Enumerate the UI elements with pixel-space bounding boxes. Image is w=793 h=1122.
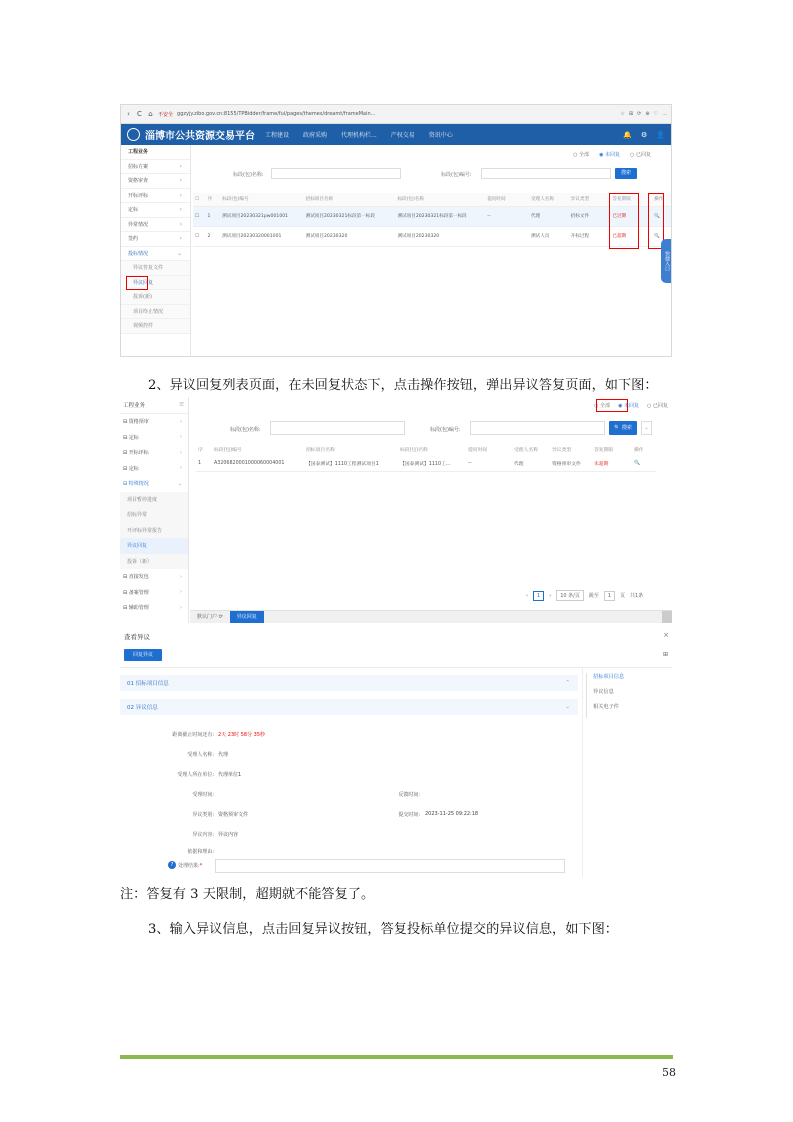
tab-objection-reply[interactable]: 异议回复 bbox=[230, 611, 264, 623]
sidebar-subitem[interactable]: 投诉(新) bbox=[121, 290, 190, 305]
search-button[interactable]: 搜索 bbox=[615, 168, 637, 179]
sidebar-item-open[interactable]: ⊟ 特殊情况 ⌄ bbox=[123, 480, 182, 488]
favorite-icon[interactable]: ☆ bbox=[620, 111, 625, 117]
table-header: 序 bbox=[206, 193, 221, 206]
sidebar-subitem[interactable]: 项目暂停进度 bbox=[120, 492, 188, 508]
table-cell: 代理 bbox=[512, 456, 550, 471]
screenshot-objection-list bbox=[120, 397, 672, 623]
page-tabs bbox=[190, 610, 672, 623]
sidebar-item[interactable]: 签约 › bbox=[121, 232, 190, 247]
screenshot-bid-system-list bbox=[120, 104, 672, 357]
field-value: 异议内容 bbox=[218, 832, 239, 838]
field-label: 反馈时间: bbox=[398, 792, 420, 798]
settings-icon[interactable]: ⚙ bbox=[641, 130, 648, 139]
sidebar-item[interactable]: ⊟ 定标 › bbox=[123, 434, 182, 441]
address-bar[interactable]: ggzyjy.zibo.gov.cn:8155/TPBidder/frame/fui/pages/themes/dreamt/frameMain... bbox=[177, 111, 376, 117]
menu-procurement[interactable]: 政府采购 bbox=[303, 132, 328, 139]
footer-rule bbox=[120, 1055, 673, 1059]
sidebar-item-open[interactable]: 投标情况 ⌄ bbox=[121, 247, 190, 262]
site-title: 淄博市公共资源交易平台 bbox=[145, 131, 255, 142]
menu-engineering[interactable]: 工程建设 bbox=[265, 132, 290, 139]
table-cell: 1 bbox=[196, 456, 212, 471]
filter-label-code: 标段(包)编号: bbox=[430, 427, 461, 433]
table-cell: 1 bbox=[206, 206, 221, 226]
menu-agency[interactable]: 代理机构栏... bbox=[341, 132, 377, 139]
radio-replied[interactable]: ○ 已回复 bbox=[630, 152, 651, 158]
expand-filter-icon[interactable]: ⌄ bbox=[641, 421, 652, 435]
sidebar bbox=[121, 145, 191, 356]
insecure-label: 不安全 bbox=[158, 111, 174, 118]
row-checkbox[interactable]: ☐ bbox=[193, 206, 206, 226]
table-cell: -- bbox=[466, 456, 512, 471]
page-number-button[interactable]: 1 bbox=[533, 591, 544, 601]
highlight-box-unreplied bbox=[596, 399, 628, 412]
instruction-step-3: 3、输入异议信息，点击回复异议按钮，答复投标单位提交的异议信息，如下图： bbox=[148, 922, 618, 937]
status-badge: 已超期 bbox=[610, 226, 652, 246]
more-icon[interactable]: … bbox=[662, 111, 667, 117]
submit-time-value: 2023-11-25 09:22:18 bbox=[425, 811, 479, 817]
table-header: 答复期限 bbox=[594, 448, 614, 453]
objection-table bbox=[196, 443, 656, 472]
table-cell: 测试项目20230320 bbox=[304, 226, 396, 246]
goto-label: 跳至 bbox=[588, 593, 599, 599]
field-label: 异议内容: bbox=[192, 832, 214, 838]
anchor-related-files[interactable]: 相关电子件 bbox=[593, 704, 619, 710]
tab-scroll-handle[interactable] bbox=[662, 611, 672, 623]
total-count: 共1条 bbox=[630, 593, 644, 599]
field-label: 异议类别: bbox=[192, 812, 214, 818]
prev-page-button[interactable]: ‹ bbox=[526, 592, 528, 599]
home-icon[interactable]: ⌂ bbox=[148, 110, 153, 118]
table-header: 序 bbox=[198, 448, 203, 453]
sidebar-item[interactable]: ⊟ 定标 › bbox=[123, 465, 182, 472]
sidebar-item[interactable]: ⊟ 开标评标 › bbox=[123, 449, 182, 457]
table-header: 操作 bbox=[652, 193, 671, 206]
table-cell: 资格预审文件 bbox=[550, 456, 592, 471]
sidebar-subitem[interactable]: 异议答复文件 bbox=[121, 261, 190, 276]
sidebar-item[interactable]: ⊟ 备案管理 › bbox=[123, 589, 182, 596]
heart-icon[interactable]: ♡ bbox=[653, 111, 658, 117]
table-cell: 2 bbox=[206, 226, 221, 246]
table-header: 操作 bbox=[634, 448, 644, 453]
sidebar-title: 工程业务 bbox=[121, 145, 190, 160]
pagination bbox=[526, 590, 643, 601]
section-project-info[interactable]: 01 招标项目信息 ⌃ bbox=[120, 675, 578, 691]
field-label: 依据和理由: bbox=[187, 849, 214, 855]
table-cell: A3206820001000060004001 bbox=[212, 456, 304, 471]
filter-label-code: 标段(包)编号: bbox=[441, 172, 472, 178]
table-header: 招标项目名称 bbox=[304, 193, 396, 206]
next-page-button[interactable]: › bbox=[549, 592, 552, 599]
sidebar-subitem[interactable]: 招标异常 bbox=[120, 507, 188, 523]
table-row[interactable] bbox=[193, 206, 671, 226]
section-anchor-nav bbox=[586, 673, 624, 718]
sidebar-item[interactable]: 招标方案 › bbox=[121, 160, 190, 175]
sidebar-subitem-objection-reply[interactable]: 异议回复 bbox=[121, 276, 190, 291]
collapse-icon[interactable]: ☰ bbox=[179, 402, 184, 408]
view-action-icon[interactable]: 🔍 bbox=[652, 226, 671, 246]
sidebar-item[interactable]: 异常情况 › bbox=[121, 218, 190, 233]
filter-label-name: 标段(包)名称: bbox=[230, 427, 261, 433]
sidebar-subitem[interactable]: 开评标异常报告 bbox=[120, 523, 188, 539]
screenshot-objection-detail-dialog bbox=[120, 627, 672, 877]
table-header-row bbox=[193, 193, 671, 206]
deadline-countdown: 2天 23时 58分 35秒 bbox=[218, 732, 266, 738]
sync-icon[interactable]: ⟳ bbox=[637, 111, 642, 117]
refresh-icon[interactable]: C bbox=[137, 110, 142, 118]
collections-icon[interactable]: ⊞ bbox=[628, 111, 634, 117]
filter-input-code[interactable] bbox=[470, 421, 605, 435]
filter-input-code[interactable] bbox=[481, 168, 611, 179]
reply-objection-button[interactable]: 回复异议 bbox=[124, 649, 162, 661]
table-cell: 测试项目20230320 bbox=[395, 226, 485, 246]
table-cell: 测试项目20230320001001 bbox=[220, 226, 303, 246]
app-header bbox=[121, 124, 671, 145]
status-radio-group bbox=[573, 151, 651, 158]
sidebar-subitem[interactable]: 投诉（新） bbox=[120, 554, 188, 570]
divider bbox=[582, 667, 583, 877]
anchor-objection-info[interactable]: 异议信息 bbox=[593, 689, 614, 695]
sidebar-item[interactable]: 定标 › bbox=[121, 203, 190, 218]
field-label: 受理时间: bbox=[192, 792, 214, 798]
divider bbox=[120, 667, 672, 668]
field-value: 资格预审文件 bbox=[218, 812, 249, 818]
objection-table bbox=[193, 193, 671, 247]
reply-result-label: 处理结果:* bbox=[178, 863, 203, 869]
table-header: 招标项目名称 bbox=[306, 448, 335, 453]
table-cell: 【国泰测试】1110工程测试项目1 bbox=[304, 456, 398, 471]
table-cell: 测试项目20230321标段第一标段 bbox=[395, 206, 485, 226]
radio-all[interactable]: ○ 全部 bbox=[573, 152, 590, 158]
status-badge: 未超期 bbox=[592, 456, 632, 471]
filter-label-name: 标段(包)名称: bbox=[233, 172, 264, 178]
radio-unreplied[interactable]: ◉ 未回复 bbox=[618, 403, 640, 409]
filter-input-name[interactable] bbox=[271, 168, 401, 179]
goto-unit: 页 bbox=[620, 593, 626, 599]
sidebar-subitem[interactable]: 项目终止情况 bbox=[121, 305, 190, 320]
table-header: 标段(包)名称 bbox=[395, 193, 485, 206]
sidebar-item[interactable]: 开标评标 › bbox=[121, 189, 190, 204]
field-label: 距离截止时间还有: bbox=[172, 732, 214, 738]
table-header: 提问时间 bbox=[485, 193, 529, 206]
sidebar-subitem-objection-reply[interactable]: 异议回复 bbox=[120, 538, 188, 554]
instruction-step-2: 2、异议回复列表页面，在未回复状态下，点击操作按钮，弹出异议答复页面，如下图： bbox=[148, 378, 658, 393]
tree-view-icon[interactable]: ⊞ bbox=[662, 651, 668, 658]
table-header: 标段(包)编号 bbox=[214, 448, 242, 453]
field-label: 提交时间: bbox=[398, 812, 420, 818]
reply-result-input[interactable] bbox=[215, 859, 565, 873]
browser-toolbar bbox=[121, 105, 671, 124]
row-checkbox[interactable]: ☐ bbox=[193, 226, 206, 246]
table-row[interactable] bbox=[193, 226, 671, 246]
close-icon[interactable]: × bbox=[663, 631, 669, 639]
search-icon: 🔍 bbox=[614, 425, 621, 431]
main-panel bbox=[193, 145, 671, 356]
table-cell: -- bbox=[485, 206, 529, 226]
table-row[interactable] bbox=[196, 456, 656, 471]
radio-all[interactable]: ○ 全部 bbox=[594, 403, 611, 409]
sidebar-title: 工程业务 ☰ bbox=[120, 397, 188, 414]
field-label: 受理人名称: bbox=[187, 752, 214, 758]
page-size-select[interactable]: 10 条/页 bbox=[556, 590, 584, 601]
table-header: 标段(包)编号 bbox=[220, 193, 303, 206]
sidebar-item[interactable]: ⊟ 直接发包 › bbox=[123, 573, 182, 581]
back-icon[interactable]: ‹ bbox=[127, 110, 130, 118]
radio-replied[interactable]: ○ 已回复 bbox=[647, 403, 668, 409]
sidebar-item[interactable]: 资格审查 › bbox=[121, 174, 190, 189]
anchor-project-info[interactable]: 招标项目信息 bbox=[593, 674, 625, 680]
note-text: 注：答复有 3 天限制，超期就不能答复了。 bbox=[120, 887, 375, 902]
table-header: 受理人名称 bbox=[529, 193, 569, 206]
table-cell: 开标过程 bbox=[569, 226, 611, 246]
search-button[interactable]: 🔍 搜索 bbox=[609, 421, 637, 435]
table-cell: 代理 bbox=[529, 206, 569, 226]
field-value: 代理 bbox=[218, 752, 229, 758]
help-icon[interactable]: ? bbox=[168, 861, 176, 869]
highlight-box-status bbox=[609, 193, 639, 249]
menu-property[interactable]: 产权交易 bbox=[390, 132, 415, 139]
field-label: 受理人所在单位: bbox=[177, 772, 214, 778]
table-cell: 招标文件 bbox=[569, 206, 611, 226]
extensions-icon[interactable]: ⊕ bbox=[645, 111, 650, 117]
goto-page-input[interactable]: 1 bbox=[604, 591, 615, 601]
sidebar-subitem[interactable]: 视频控件 bbox=[121, 319, 190, 334]
menu-news[interactable]: 资讯中心 bbox=[428, 132, 453, 139]
table-cell: 测试人员 bbox=[529, 226, 569, 246]
view-action-icon[interactable]: 🔍 bbox=[652, 206, 671, 226]
sidebar bbox=[120, 397, 189, 623]
quick-access-tab[interactable]: 快捷入口 bbox=[661, 239, 671, 283]
table-header: ☐ bbox=[193, 193, 206, 206]
radio-unreplied[interactable]: ◉ 未回复 bbox=[599, 152, 621, 158]
table-cell bbox=[485, 226, 529, 246]
user-icon[interactable]: 👤 bbox=[656, 130, 665, 139]
dialog-title: 查看异议 bbox=[124, 633, 150, 641]
view-action-icon[interactable]: 🔍 bbox=[632, 456, 656, 471]
platform-logo-icon bbox=[127, 128, 140, 141]
main-panel bbox=[190, 397, 672, 623]
highlight-box-sidebar bbox=[126, 276, 148, 290]
filter-input-name[interactable] bbox=[270, 421, 405, 435]
table-header: 标段(包)名称 bbox=[400, 448, 428, 453]
table-header: 答复期限 bbox=[610, 193, 652, 206]
bell-icon[interactable]: 🔔 bbox=[623, 130, 632, 139]
table-cell: 测试项目20230321标段第一标段 bbox=[304, 206, 396, 226]
table-header: 异议类型 bbox=[569, 193, 611, 206]
table-header: 异议类型 bbox=[552, 448, 572, 453]
table-cell: 测试项目20230321pw001001 bbox=[220, 206, 303, 226]
tab-home[interactable]: 默认门户 ⟳ bbox=[197, 614, 223, 620]
sidebar-item[interactable]: ⊟ 辅助管理 › bbox=[123, 604, 182, 612]
table-header: 受理人名称 bbox=[514, 448, 538, 453]
sidebar-item[interactable]: ⊟ 资格预审 › bbox=[123, 418, 182, 426]
table-cell: 【国泰测试】1110工... bbox=[398, 456, 466, 471]
table-header-row bbox=[196, 443, 656, 456]
table-header: 提问时间 bbox=[468, 448, 488, 453]
section-objection-info[interactable]: 02 异议信息 ⌄ bbox=[120, 699, 578, 715]
page-number: 58 bbox=[662, 1066, 676, 1079]
field-value: 代理单位1 bbox=[218, 772, 242, 778]
status-badge: 已过期 bbox=[610, 206, 652, 226]
